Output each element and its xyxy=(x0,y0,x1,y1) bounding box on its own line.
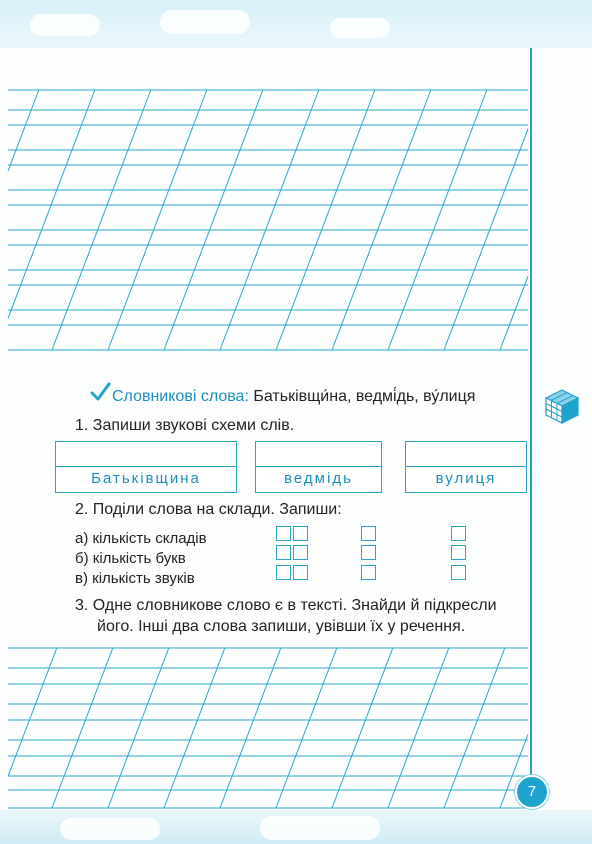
ruling-line xyxy=(108,90,207,350)
answer-cell[interactable] xyxy=(276,545,291,560)
ruling-line xyxy=(108,648,169,808)
answer-cell[interactable] xyxy=(361,565,376,580)
ruling-line xyxy=(332,90,431,350)
task-2-item: а) кількість складів xyxy=(75,530,207,547)
answer-cell[interactable] xyxy=(293,545,308,560)
answer-cell[interactable] xyxy=(361,545,376,560)
ruling-line xyxy=(8,90,95,318)
task-2: 2. Поділи слова на склади. Запиши: xyxy=(75,501,342,518)
ruling-line xyxy=(164,648,225,808)
ruling-line xyxy=(220,90,319,350)
sound-scheme-box[interactable] xyxy=(255,441,382,493)
ruling-line xyxy=(8,90,39,171)
ruling-line xyxy=(444,129,528,350)
ruling-line xyxy=(444,648,505,808)
ruling-line xyxy=(388,90,487,350)
answer-cell[interactable] xyxy=(361,526,376,541)
check-mark-icon xyxy=(89,381,111,403)
ruling-line xyxy=(276,648,337,808)
answer-cell[interactable] xyxy=(276,565,291,580)
answer-cell[interactable] xyxy=(293,526,308,541)
answer-cell[interactable] xyxy=(276,526,291,541)
sound-scheme-box[interactable] xyxy=(55,441,237,493)
vocabulary-label: Словникові слова: xyxy=(112,388,249,405)
task-2-item: б) кількість букв xyxy=(75,550,186,567)
cube-icon xyxy=(542,386,582,426)
ruling-line xyxy=(164,90,263,350)
ruling-line xyxy=(500,276,528,350)
ruling-line xyxy=(52,648,113,808)
task-3-line-2: його. Інші два слова запиши, увівши їх у речення. xyxy=(97,618,466,635)
answer-cell[interactable] xyxy=(451,526,466,541)
box-word: ведмідь xyxy=(284,470,353,487)
ruling-line xyxy=(388,648,449,808)
box-word: вулиця xyxy=(435,470,497,487)
answer-cell[interactable] xyxy=(293,565,308,580)
task-3-line-1: 3. Одне словникове слово є в тексті. Знайди й підкресли xyxy=(75,597,497,614)
ruling-line xyxy=(332,648,393,808)
task-1: 1. Запиши звукові схеми слів. xyxy=(75,417,295,434)
task-2-item: в) кількість звуків xyxy=(75,570,195,587)
answer-cell[interactable] xyxy=(451,565,466,580)
page-number: 7 xyxy=(515,775,549,809)
margin-line xyxy=(530,48,532,810)
ruling-line xyxy=(8,648,57,776)
ruling-line xyxy=(220,648,281,808)
ruling-line xyxy=(52,90,151,350)
vocabulary-list: Батьківщи́на, ведмі́дь, ву́лиця xyxy=(253,388,476,405)
sound-scheme-box[interactable] xyxy=(405,441,527,493)
answer-cell[interactable] xyxy=(451,545,466,560)
box-word: Батьківщина xyxy=(91,470,201,487)
vocabulary-words xyxy=(112,388,475,406)
ruling-line xyxy=(276,90,375,350)
